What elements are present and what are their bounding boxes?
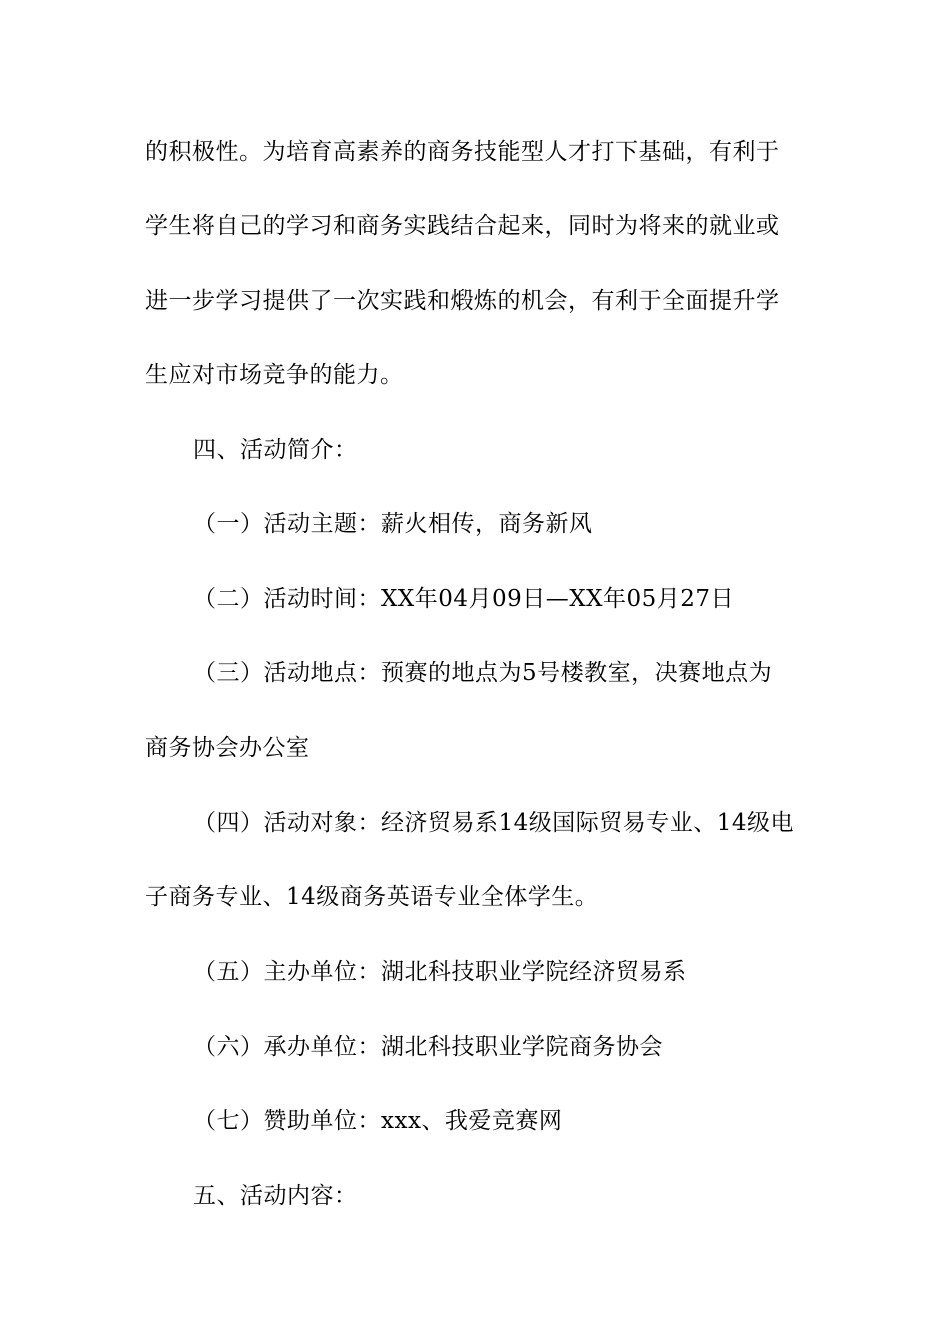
- section-heading: 五、活动内容：: [193, 1183, 358, 1209]
- paragraph-line: 的积极性。为培育高素养的商务技能型人才打下基础，有利于: [145, 139, 780, 165]
- list-item: （六）承办单位：湖北科技职业学院商务协会: [193, 1034, 663, 1060]
- paragraph-line: 子商务专业、14级商务英语专业全体学生。: [145, 884, 599, 910]
- paragraph-line: 商务协会办公室: [145, 735, 310, 761]
- list-item: （七）赞助单位：xxx、我爱竞赛网: [193, 1108, 563, 1134]
- list-item: （一）活动主题：薪火相传，商务新风: [193, 511, 593, 537]
- section-heading: 四、活动简介：: [193, 437, 358, 463]
- list-item: （三）活动地点：预赛的地点为5号楼教室，决赛地点为: [193, 660, 773, 686]
- list-item: （四）活动对象：经济贸易系14级国际贸易专业、14级电: [193, 810, 795, 836]
- list-item: （五）主办单位：湖北科技职业学院经济贸易系: [193, 959, 687, 985]
- paragraph-line: 学生将自己的学习和商务实践结合起来，同时为将来的就业或: [145, 213, 780, 239]
- paragraph-line: 进一步学习提供了一次实践和煅炼的机会，有利于全面提升学: [145, 288, 780, 314]
- list-item: （二）活动时间：XX年04月09日—XX年05月27日: [193, 586, 735, 612]
- paragraph-line: 生应对市场竞争的能力。: [145, 362, 404, 388]
